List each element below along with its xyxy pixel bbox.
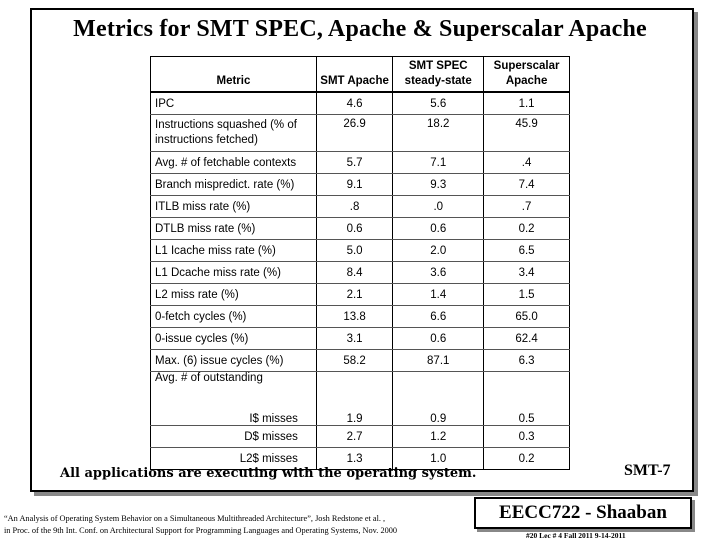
value-smt-spec: 7.1 — [393, 152, 484, 174]
value-superscalar: .7 — [484, 196, 570, 218]
value-smt-apache: 0.6 — [316, 218, 392, 240]
table-row — [151, 284, 570, 306]
table-row — [151, 152, 570, 174]
table-row — [151, 174, 570, 196]
table-row — [151, 115, 570, 152]
citation — [4, 513, 504, 537]
value-superscalar: 0.3 — [484, 426, 570, 448]
metric-label: L1 Icache miss rate (%) — [151, 240, 317, 262]
citation-line: in Proc. of the 9th Int. Conf. on Architectural Support for Programming Languages and Operating Systems, Nov. 2000 — [4, 526, 398, 535]
metric-label: D$ misses — [151, 426, 317, 448]
value-superscalar: 6.5 — [484, 240, 570, 262]
value-superscalar: 1.5 — [484, 284, 570, 306]
table-row — [151, 262, 570, 284]
metric-label: Avg. # of fetchable contexts — [151, 152, 317, 174]
empty-cell — [484, 372, 570, 394]
table-row — [151, 218, 570, 240]
course-badge: EECC722 - Shaaban — [474, 497, 692, 529]
metric-label: ITLB miss rate (%) — [151, 196, 317, 218]
table-row — [151, 372, 570, 394]
metric-label: IPC — [151, 92, 317, 115]
value-smt-apache: 2.1 — [316, 284, 392, 306]
value-smt-spec: 87.1 — [393, 350, 484, 372]
table-row — [151, 196, 570, 218]
header-smt-apache: SMT Apache — [316, 57, 392, 93]
value-smt-apache: 2.7 — [316, 426, 392, 448]
metric-label: L2$ misses — [151, 448, 317, 470]
metric-label: Instructions squashed (% of instructions fetched) — [151, 115, 317, 152]
table-row — [151, 306, 570, 328]
value-smt-apache: 4.6 — [316, 92, 392, 115]
value-superscalar: .4 — [484, 152, 570, 174]
header-metric: Metric — [151, 57, 317, 93]
slide-number: SMT-7 — [624, 462, 671, 479]
table-header-row — [151, 57, 570, 93]
metric-label: L1 Dcache miss rate (%) — [151, 262, 317, 284]
value-smt-apache: 9.1 — [316, 174, 392, 196]
value-superscalar: 7.4 — [484, 174, 570, 196]
table-row — [151, 350, 570, 372]
value-superscalar: 1.1 — [484, 92, 570, 115]
value-smt-spec: 5.6 — [393, 92, 484, 115]
value-smt-apache: 1.3 — [316, 448, 392, 470]
metric-label: 0-fetch cycles (%) — [151, 306, 317, 328]
citation-line: “An Analysis of Operating System Behavior on a Simultaneous Multithreaded Architecture”, Josh Redstone et al. , — [4, 514, 386, 523]
header-superscalar-apache: Superscalar Apache — [484, 57, 570, 93]
value-smt-spec: 2.0 — [393, 240, 484, 262]
value-superscalar: 0.2 — [484, 218, 570, 240]
metric-label: L2 miss rate (%) — [151, 284, 317, 306]
value-smt-apache: 1.9 — [316, 393, 392, 426]
metric-group-label: Avg. # of outstanding — [151, 372, 317, 394]
value-smt-spec: 0.6 — [393, 218, 484, 240]
value-smt-spec: 1.0 — [393, 448, 484, 470]
value-smt-spec: 0.6 — [393, 328, 484, 350]
value-smt-spec: 6.6 — [393, 306, 484, 328]
metric-label: DTLB miss rate (%) — [151, 218, 317, 240]
metric-label: I$ misses — [151, 393, 317, 426]
value-superscalar: 0.5 — [484, 393, 570, 426]
value-superscalar: 65.0 — [484, 306, 570, 328]
empty-cell — [393, 372, 484, 394]
value-superscalar: 6.3 — [484, 350, 570, 372]
table-row — [151, 92, 570, 115]
value-smt-apache: 3.1 — [316, 328, 392, 350]
value-smt-spec: 18.2 — [393, 115, 484, 152]
value-smt-spec: 0.9 — [393, 393, 484, 426]
table-row — [151, 393, 570, 426]
value-smt-apache: 5.0 — [316, 240, 392, 262]
metric-label: 0-issue cycles (%) — [151, 328, 317, 350]
lecture-info: #20 Lec # 4 Fall 2011 9-14-2011 — [526, 531, 626, 540]
metrics-table — [150, 56, 570, 470]
table-row — [151, 426, 570, 448]
value-superscalar: 62.4 — [484, 328, 570, 350]
table-row — [151, 328, 570, 350]
value-superscalar: 45.9 — [484, 115, 570, 152]
value-smt-spec: 1.2 — [393, 426, 484, 448]
value-smt-spec: 3.6 — [393, 262, 484, 284]
value-smt-apache: .8 — [316, 196, 392, 218]
value-smt-spec: 9.3 — [393, 174, 484, 196]
value-smt-apache: 8.4 — [316, 262, 392, 284]
table-row — [151, 240, 570, 262]
value-superscalar: 3.4 — [484, 262, 570, 284]
metric-label: Max. (6) issue cycles (%) — [151, 350, 317, 372]
header-smt-spec: SMT SPEC steady-state — [393, 57, 484, 93]
footnote-os: All applications are executing with the operating system. — [60, 466, 477, 481]
value-smt-spec: 1.4 — [393, 284, 484, 306]
value-superscalar: 0.2 — [484, 448, 570, 470]
value-smt-apache: 58.2 — [316, 350, 392, 372]
metric-label: Branch mispredict. rate (%) — [151, 174, 317, 196]
value-smt-apache: 5.7 — [316, 152, 392, 174]
value-smt-spec: .0 — [393, 196, 484, 218]
value-smt-apache: 26.9 — [316, 115, 392, 152]
slide-title: Metrics for SMT SPEC, Apache & Superscalar Apache — [73, 16, 647, 42]
empty-cell — [316, 372, 392, 394]
value-smt-apache: 13.8 — [316, 306, 392, 328]
